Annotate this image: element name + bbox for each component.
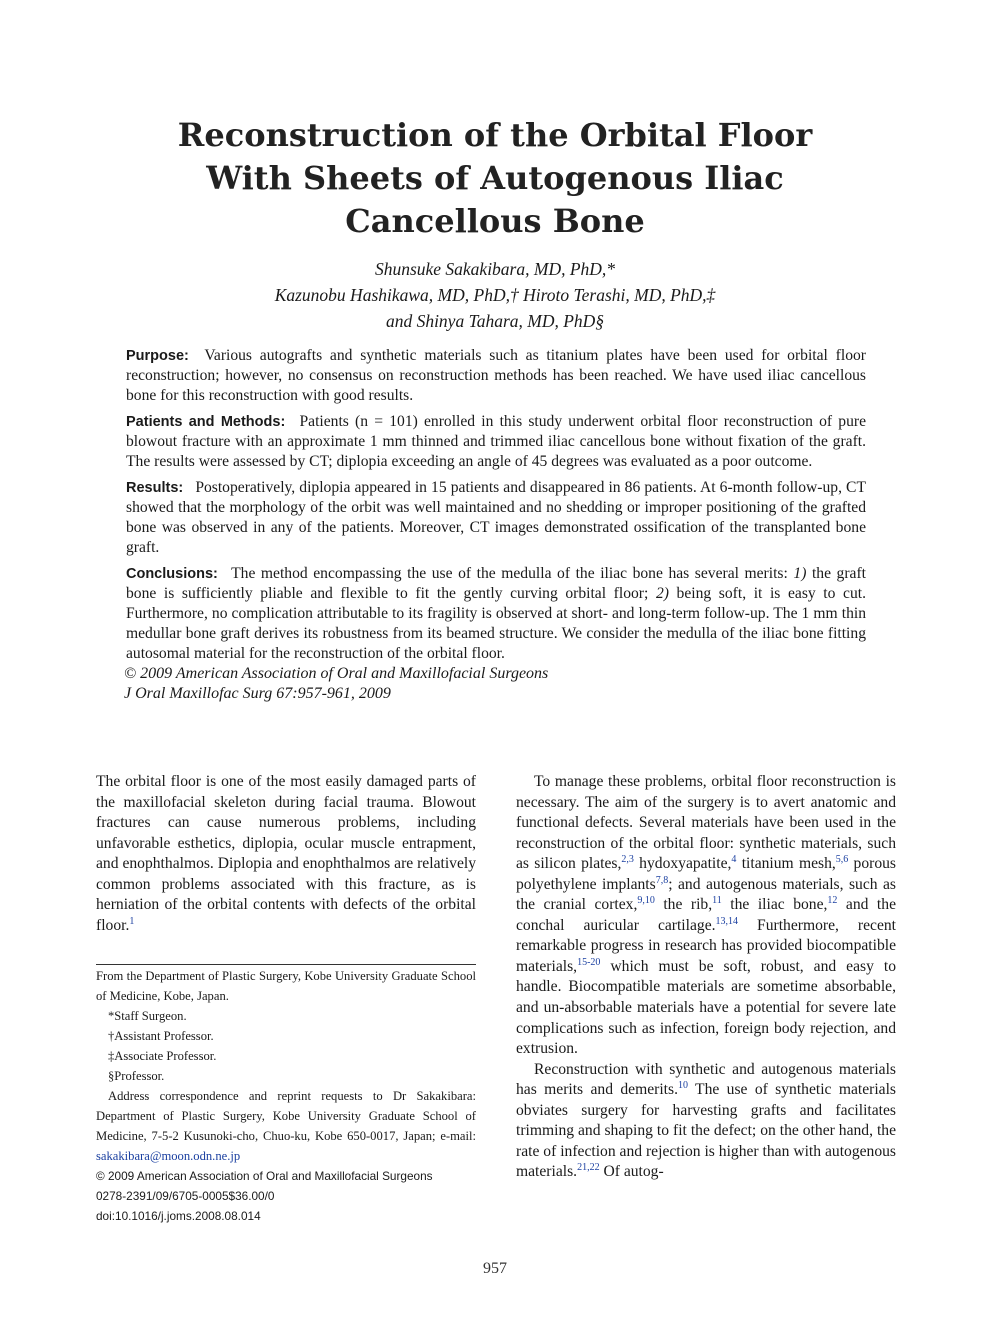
paragraph-text: Furthermore, recent remarkable progress in research has provided biocompatible materials, [516, 916, 896, 975]
paragraph-text: ; and autogenous materials, such as the cranial cortex, [516, 875, 896, 914]
reference-link[interactable]: 13,14 [715, 915, 739, 927]
correspondence-note [96, 1086, 476, 1166]
paragraph-text: The orbital floor is one of the most easily damaged parts of the maxillofacial skeleton during facial trauma. Blowout fractures can cause numerous problems, including unfavorable esthetics, diplopia, ocular muscle entrapment, and enophthalmos. Diplopia and enophthalmos are relatively common problems associated with this fracture, as is herniation of the orbital contents with defects of the orbital floor. [96, 773, 476, 934]
paragraph-text: which must be soft, robust, and easy to handle. Biocompatible materials are sometime absorbable, and un-absorbable materials have a potential for severe late complications such as infection, foreign body rejection, and extrusion. [516, 957, 896, 1058]
author-line: Kazunobu Hashikawa, MD, PhD,† Hiroto Terashi, MD, PhD,‡ [274, 285, 716, 305]
abstract-copyright: © 2009 American Association of Oral and Maxillofacial Surgeons [124, 665, 549, 682]
paragraph-text: hydoxyapatite, [633, 855, 732, 873]
journal-citation: J Oral Maxillofac Surg 67:957-961, 2009 [124, 685, 391, 702]
conclusions-text: the graft bone is sufficiently pliable and flexible to fit the gently curving orbital floor; [126, 565, 866, 602]
article-title [0, 114, 990, 243]
results-text: Postoperatively, diplopia appeared in 15 patients and disappeared in 86 patients. At 6-month follow-up, CT showed that the morphology of the orbit was well maintained and no shedding or improper positioning of the grafted bone was observed in any of the patients. Moreover, CT images demonstrated ossification of the transplanted bone graft. [126, 479, 866, 556]
reference-link[interactable]: 10 [677, 1080, 688, 1092]
footnote-copyright: © 2009 American Association of Oral and Maxillofacial Surgeons [96, 1169, 433, 1183]
reference-link[interactable]: 11 [712, 895, 722, 907]
paragraph-text: titanium mesh, [736, 855, 836, 873]
reference-link[interactable]: 15-20 [577, 956, 601, 968]
professor-note: §Professor. [108, 1069, 165, 1083]
abstract [126, 346, 866, 704]
author-list [0, 256, 990, 334]
results-label: Results: [126, 480, 184, 496]
title-line: Reconstruction of the Orbital Floor [177, 116, 813, 154]
paragraph-text: Of autog- [599, 1163, 664, 1181]
footnote-divider [96, 964, 476, 965]
reference-link[interactable]: 5,6 [835, 854, 849, 866]
paragraph-text: The use of synthetic materials obviates surgery for harvesting grafts and facilitates trimming and shaping to fit the defect; on the other hand, the rate of infection and rejection is higher than with autogenous materials. [516, 1081, 896, 1181]
reference-link[interactable]: 7,8 [655, 874, 669, 886]
page-number: 957 [483, 1260, 507, 1277]
issn: 0278-2391/09/6705-0005$36.00/0 [96, 1189, 275, 1203]
paragraph-text: porous polyethylene implants [516, 855, 896, 893]
methods-label: Patients and Methods: [126, 414, 286, 430]
reference-link[interactable]: 4 [731, 854, 737, 866]
left-column [96, 772, 476, 936]
reference-link[interactable]: 12 [827, 895, 838, 907]
right-column [516, 772, 896, 1183]
conclusions-number: 1) [793, 565, 807, 582]
reference-link[interactable]: 21,22 [577, 1162, 600, 1174]
conclusions-text: being soft, it is easy to cut. Furthermore, no complication attributable to its fragility is observed at short- and long-term follow-up. The 1 mm thin medullar bone graft derives its robustness from its beamed structure. We consider the medulla of the iliac bone fitting autosomal material for the reconstruction of the orbital floor. [126, 585, 866, 662]
reference-link[interactable]: 9,10 [637, 895, 655, 907]
assistant-note: †Assistant Professor. [108, 1029, 214, 1043]
title-line: Cancellous Bone [345, 202, 645, 240]
footnotes [96, 966, 476, 1226]
body-paragraph [516, 772, 896, 1060]
abstract-conclusions [126, 564, 866, 664]
body-paragraph [96, 772, 476, 936]
paragraph-text: Reconstruction with synthetic and autogenous materials has merits and demerits. [516, 1060, 896, 1099]
correspondence-text: Address correspondence and reprint requests to Dr Sakakibara: Department of Plastic Surgery, Kobe University Graduate School of Medicine, 7-5-2 Kusunoki-cho, Chuo-ku, Kobe 650-0017, Japan; e-mail: [96, 1089, 476, 1143]
reference-link[interactable]: 1 [129, 915, 135, 927]
conclusions-text: The method encompassing the use of the medulla of the iliac bone has several merits: [231, 565, 788, 582]
methods-text: Patients (n = 101) enrolled in this study underwent orbital floor reconstruction of pure blowout fracture with an approximate 1 mm thinned and trimmed iliac cancellous bone without fixation of the graft. The results were assessed by CT; diplopia exceeding an angle of 45 degrees was evaluated as a poor outcome. [126, 413, 867, 470]
purpose-label: Purpose: [126, 348, 189, 364]
conclusions-number: 2) [655, 585, 669, 602]
abstract-purpose [126, 346, 866, 406]
author-line: Shunsuke Sakakibara, MD, PhD,* [374, 259, 616, 279]
paragraph-text: and the conchal auricular cartilage. [516, 896, 896, 934]
affiliation-note: From the Department of Plastic Surgery, Kobe University Graduate School of Medicine, Kobe, Japan. [96, 969, 476, 1003]
associate-note: ‡Associate Professor. [108, 1049, 217, 1063]
reference-link[interactable]: 2,3 [621, 854, 634, 866]
paragraph-text: the rib, [654, 896, 713, 914]
body-paragraph [516, 1060, 896, 1183]
author-line: and Shinya Tahara, MD, PhD§ [385, 311, 605, 331]
doi: doi:10.1016/j.joms.2008.08.014 [96, 1209, 261, 1223]
staff-note: *Staff Surgeon. [108, 1009, 187, 1023]
purpose-text: Various autografts and synthetic materials such as titanium plates have been used for orbital floor reconstruction; however, no consensus on reconstruction methods has been reached. We have used iliac cancellous bone for this reconstruction with good results. [126, 347, 866, 404]
paragraph-text: To manage these problems, orbital floor reconstruction is necessary. The aim of the surgery is to avert anatomic and functional defects. Several materials have been used in the reconstruction of the orbital floor: synthetic materials, such as silicon plates, [516, 773, 896, 873]
title-line: With Sheets of Autogenous Iliac [206, 159, 784, 197]
paragraph-text: the iliac bone, [721, 896, 828, 914]
email-link[interactable]: sakakibara@moon.odn.ne.jp [96, 1149, 241, 1163]
conclusions-label: Conclusions: [126, 566, 218, 582]
abstract-results [126, 478, 866, 558]
abstract-methods [126, 412, 866, 472]
